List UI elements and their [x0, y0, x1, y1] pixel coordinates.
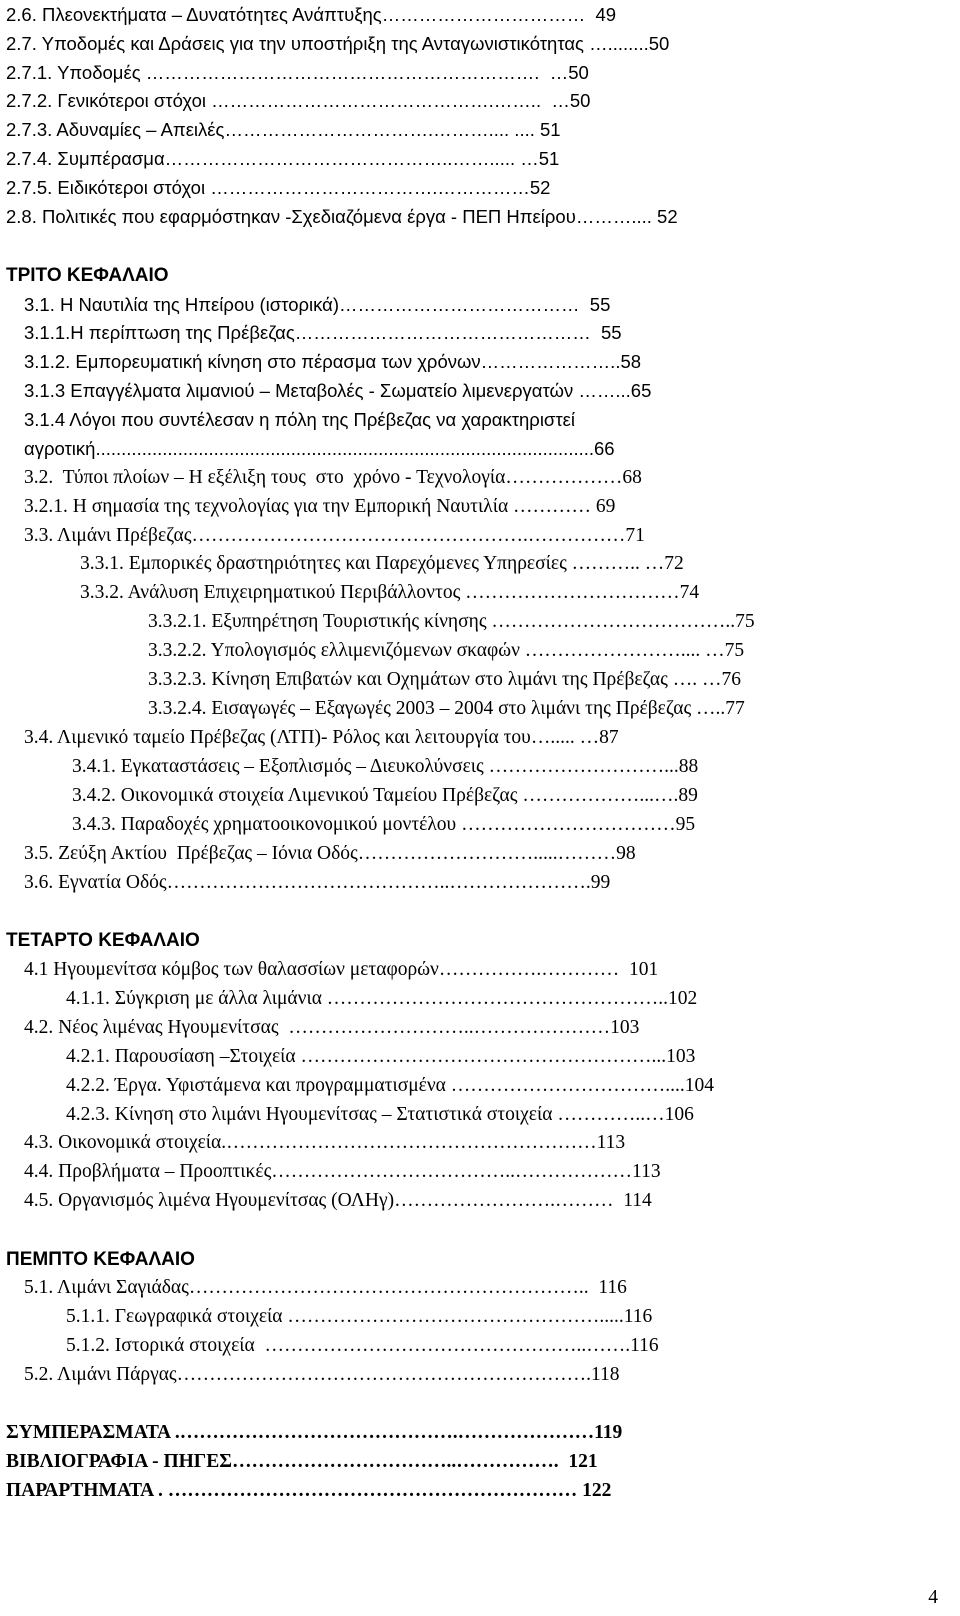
toc-entry: 5.1.1. Γεωγραφικά στοιχεία ………………………………………….....116: [66, 1306, 653, 1327]
toc-entry: 2.7.2. Γενικότεροι στόχοι ……………………………………….…….. …50: [6, 90, 591, 111]
toc-entry: 4.5. Οργανισμός λιμένα Ηγουμενίτσας (ΟΛΗγ)…………………….……… 114: [24, 1190, 652, 1211]
toc-entry: 5.2. Λιμάνι Πάργας……………………………………………………….118: [24, 1364, 620, 1385]
page-number: 4: [928, 1587, 938, 1608]
toc-entry: 3.3.1. Εμπορικές δραστηριότητες και Παρεχόμενες Υπηρεσίες ……….. …72: [80, 553, 684, 574]
toc-entry-bold: ΒΙΒΛΙΟΓΡΑΦΙΑ - ΠΗΓΕΣ……………………………..……………. 121: [6, 1451, 598, 1472]
toc-entry: 3.1.4 Λόγοι που συντέλεσαν η πόλη της Πρέβεζας να χαρακτηριστεί: [24, 409, 576, 430]
toc-entry: 3.2. Τύποι πλοίων – Η εξέλιξη τους στο χρόνο - Τεχνολογία………………68: [24, 467, 642, 488]
toc-entry: 3.2.1. Η σημασία της τεχνολογίας για την Εμπορική Ναυτιλία ………… 69: [24, 496, 616, 517]
toc-entry: 3.4.2. Οικονομικά στοιχεία Λιμενικού Ταμείου Πρέβεζας ………………...….89: [72, 785, 698, 806]
toc-entry: 2.7.5. Ειδικότεροι στόχοι ……………………………….……………52: [6, 177, 551, 198]
toc-entry: 3.6. Εγνατία Οδός……………………………………..………………….99: [24, 872, 611, 893]
toc-entry: 3.1.1.Η περίπτωση της Πρέβεζας………………………………………… 55: [24, 322, 622, 343]
toc-entry: 4.2. Νέος λιμένας Ηγουμενίτσας ………………………..…………………103: [24, 1017, 640, 1038]
chapter-heading: ΤΡΙΤΟ ΚΕΦΑΛΑΙΟ: [6, 265, 169, 286]
toc-entry: 2.6. Πλεονεκτήματα – Δυνατότητες Ανάπτυξης…………………………… 49: [6, 4, 617, 25]
toc-entry: 3.4. Λιμενικό ταμείο Πρέβεζας (ΛΤΠ)- Ρόλος και λειτουργία του…..... …87: [24, 727, 619, 748]
toc-entry: 3.3.2. Ανάλυση Επιχειρηματικού Περιβάλλοντος ……………………………74: [80, 582, 700, 603]
toc-entry: 5.1.2. Ιστορικά στοιχεία …………………………………………..…….116: [66, 1335, 659, 1356]
toc-entry: 3.3.2.3. Κίνηση Επιβατών και Οχημάτων στο λιμάνι της Πρέβεζας …. …76: [148, 669, 741, 690]
toc-entry: 4.4. Προβλήματα – Προοπτικές………………………………..………………113: [24, 1161, 661, 1182]
toc-entry: 3.5. Ζεύξη Ακτίου Πρέβεζας – Ιόνια Οδός……………………….....………98: [24, 843, 636, 864]
chapter-heading: ΤΕΤΑΡΤΟ ΚΕΦΑΛΑΙΟ: [6, 930, 200, 951]
toc-entry: 3.3. Λιμάνι Πρέβεζας…………………………………………….……………71: [24, 525, 645, 546]
chapter-heading: ΠΕΜΠΤΟ ΚΕΦΑΛΑΙΟ: [6, 1249, 195, 1270]
toc-entry: 4.1.1. Σύγκριση με άλλα λιμάνια ……………………………………………..102: [66, 988, 698, 1009]
toc-entry: 3.3.2.4. Εισαγωγές – Εξαγωγές 2003 – 2004 στο λιμάνι της Πρέβεζας …..77: [148, 698, 745, 719]
toc-entry: 4.2.2. Έργα. Υφιστάμενα και προγραμματισμένα ……………………………....104: [66, 1075, 715, 1096]
toc-entry: 3.3.2.2. Υπολογισμός ελλιμενιζόμενων σκαφών …………………….... …75: [148, 640, 745, 661]
toc-entry: 2.8. Πολιτικές που εφαρμόστηκαν -Σχεδιαζόμενα έργα - ΠΕΠ Ηπείρου……….... 52: [6, 206, 678, 227]
toc-entry: 4.2.1. Παρουσίαση –Στοιχεία ………………………………………………...103: [66, 1046, 696, 1067]
toc-entry: 4.2.3. Κίνηση στο λιμάνι Ηγουμενίτσας – Στατιστικά στοιχεία …………..…106: [66, 1104, 694, 1125]
toc-entry: 3.3.2.1. Εξυπηρέτηση Τουριστικής κίνησης ………………………………..75: [148, 611, 755, 632]
toc-entry: 4.1 Ηγουμενίτσα κόμβος των θαλασσίων μεταφορών…………….………… 101: [24, 959, 659, 980]
toc-entry-bold: ΣΥΜΠΕΡΑΣΜΑΤΑ .…………………………………….…………………119: [6, 1422, 623, 1443]
toc-entry: 3.1. Η Ναυτιλία της Ηπείρου (ιστορικά)………………………………… 55: [24, 294, 611, 315]
toc-entry: 3.1.3 Επαγγέλματα λιμανιού – Μεταβολές - Σωματείο λιμενεργατών ……...65: [24, 380, 652, 401]
toc-entry: 2.7.4. Συμπέρασμα………………………………………..……..... …51: [6, 148, 560, 169]
toc-entry: 3.4.1. Εγκαταστάσεις – Εξοπλισμός – Διευκολύνσεις ………………………...88: [72, 756, 699, 777]
toc-entry-bold: ΠΑΡΑΡΤΗΜΑΤΑ . ……………………………………………………… 122: [6, 1480, 612, 1501]
toc-entry: 5.1. Λιμάνι Σαγιάδας…………………………………………………….. 116: [24, 1277, 627, 1298]
toc-entry: 3.1.2. Εμπορευματική κίνηση στο πέρασμα των χρόνων…………………..58: [24, 351, 642, 372]
toc-entry: 2.7. Υποδομές και Δράσεις για την υποστήριξη της Ανταγωνιστικότητας …........50: [6, 33, 670, 54]
toc-entry: αγροτική.................................................................................................66: [24, 438, 615, 459]
toc-entry: 2.7.3. Αδυναμίες – Απειλές…………………………….……….... .... 51: [6, 119, 561, 140]
toc-entry: 4.3. Οικονομικά στοιχεία.…………………………………………………113: [24, 1132, 626, 1153]
toc-entry: 3.4.3. Παραδοχές χρηματοοικονομικού μοντέλου ……………………………95: [72, 814, 696, 835]
toc-entry: 2.7.1. Υποδομές ………………………………………………………. …50: [6, 62, 589, 83]
